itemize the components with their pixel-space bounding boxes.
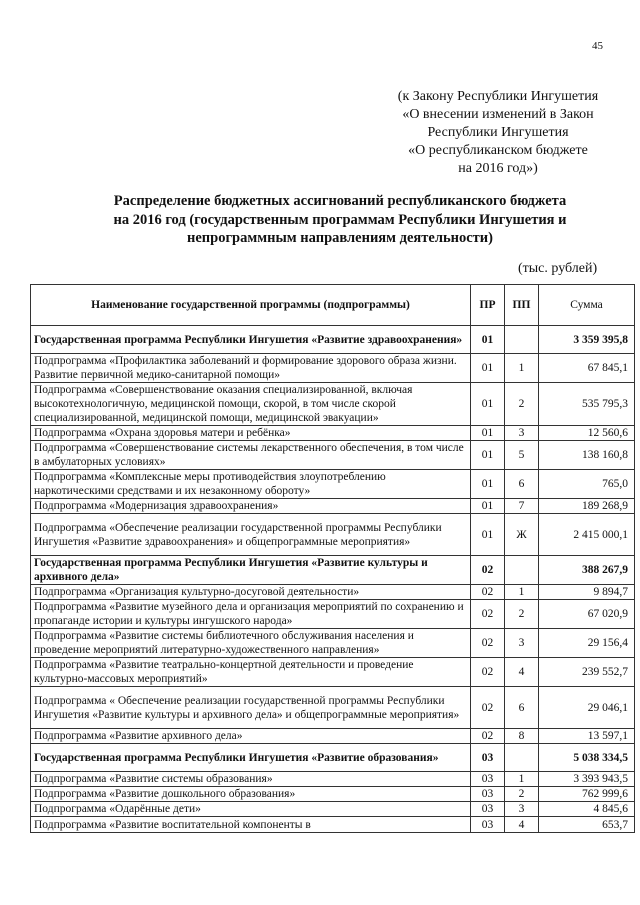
sum-cell: 3 393 943,5 <box>539 772 635 787</box>
table-header-row <box>31 285 635 326</box>
sum-cell: 765,0 <box>539 470 635 499</box>
subprogram-row <box>31 687 635 729</box>
subprogram-row <box>31 772 635 787</box>
program-name-cell: Подпрограмма «Развитие архивного дела» <box>31 729 471 744</box>
program-name-cell: Подпрограмма «Развитие системы образования» <box>31 772 471 787</box>
annex-line: «О внесении изменений в Закон <box>402 107 594 122</box>
pp-cell <box>505 326 539 354</box>
pp-cell: 1 <box>505 354 539 383</box>
sum-cell: 535 795,3 <box>539 383 635 426</box>
subprogram-row <box>31 629 635 658</box>
program-name-cell: Подпрограмма «Организация культурно-досуговой деятельности» <box>31 585 471 600</box>
title-line: на 2016 год (государственным программам Республики Ингушетия и <box>113 211 567 228</box>
program-name-cell: Подпрограмма «Развитие дошкольного образования» <box>31 787 471 802</box>
annex-line: (к Закону Республики Ингушетия <box>397 89 599 104</box>
pp-cell: 5 <box>505 441 539 470</box>
pr-cell: 01 <box>471 383 505 426</box>
pp-cell <box>505 744 539 772</box>
pr-cell: 02 <box>471 687 505 729</box>
subprogram-row <box>31 383 635 426</box>
annex-reference <box>368 88 628 178</box>
sum-cell: 4 845,6 <box>539 802 635 817</box>
sum-cell: 67 020,9 <box>539 600 635 629</box>
subprogram-row <box>31 600 635 629</box>
subprogram-row <box>31 658 635 687</box>
subprogram-row <box>31 514 635 556</box>
sum-cell: 5 038 334,5 <box>539 744 635 772</box>
pp-cell: 6 <box>505 470 539 499</box>
annex-line: «О республиканском бюджете <box>408 143 588 158</box>
sum-cell: 12 560,6 <box>539 426 635 441</box>
subprogram-row <box>31 470 635 499</box>
title-line: Распределение бюджетных ассигнований республиканского бюджета <box>113 193 567 209</box>
pp-cell: 2 <box>505 383 539 426</box>
pr-cell: 01 <box>471 499 505 514</box>
subprogram-row <box>31 787 635 802</box>
program-name-cell: Подпрограмма «Развитие воспитательной компоненты в <box>31 817 471 833</box>
pp-cell: 3 <box>505 802 539 817</box>
program-row <box>31 556 635 585</box>
pp-cell: 3 <box>505 629 539 658</box>
table-body <box>31 326 635 833</box>
program-name-cell: Подпрограмма «Развитие системы библиотечного обслуживания населения и проведение мероприятий литературно-художественного направления» <box>31 629 471 658</box>
program-name-cell: Подпрограмма « Обеспечение реализации государственной программы Республики Ингушетия «Развитие культуры и архивного дела» и общепрограммные мероприятия» <box>31 687 471 729</box>
subprogram-row <box>31 354 635 383</box>
pr-cell: 02 <box>471 729 505 744</box>
subprogram-row <box>31 817 635 833</box>
units-label: (тыс. рублей) <box>518 261 598 276</box>
annex-line: на 2016 год») <box>458 161 538 176</box>
page-number: 45 <box>592 40 603 52</box>
program-name-cell: Подпрограмма «Обеспечение реализации государственной программы Республики Ингушетия «Развитие здравоохранения» и общепрограммные мероприятия» <box>31 514 471 556</box>
program-name-cell: Государственная программа Республики Ингушетия «Развитие культуры и архивного дела» <box>31 556 471 585</box>
pp-cell: 1 <box>505 772 539 787</box>
pr-cell: 01 <box>471 426 505 441</box>
program-name-cell: Подпрограмма «Профилактика заболеваний и формирование здорового образа жизни. Развитие первичной медико-санитарной помощи» <box>31 354 471 383</box>
pp-cell: 7 <box>505 499 539 514</box>
pr-cell: 03 <box>471 817 505 833</box>
program-row <box>31 326 635 354</box>
sum-cell: 3 359 395,8 <box>539 326 635 354</box>
program-name-cell: Подпрограмма «Модернизация здравоохранения» <box>31 499 471 514</box>
program-name-cell: Подпрограмма «Охрана здоровья матери и ребёнка» <box>31 426 471 441</box>
sum-cell: 138 160,8 <box>539 441 635 470</box>
pr-cell: 03 <box>471 772 505 787</box>
pr-cell: 02 <box>471 585 505 600</box>
pr-cell: 03 <box>471 744 505 772</box>
subprogram-row <box>31 729 635 744</box>
pp-cell: 4 <box>505 658 539 687</box>
pr-cell: 03 <box>471 787 505 802</box>
pp-cell: 1 <box>505 585 539 600</box>
subprogram-row <box>31 499 635 514</box>
pr-cell: 01 <box>471 441 505 470</box>
pr-cell: 01 <box>471 470 505 499</box>
subprogram-row <box>31 441 635 470</box>
header-pp: ПП <box>505 285 539 326</box>
pr-cell: 02 <box>471 658 505 687</box>
program-name-cell: Подпрограмма «Совершенствование системы лекарственного обеспечения, в том числе в амбулаторных условиях» <box>31 441 471 470</box>
pp-cell: 2 <box>505 787 539 802</box>
program-name-cell: Подпрограмма «Совершенствование оказания специализированной, включая высокотехнологичную, медицинской помощи, скорой, в том числе скорой специализированной, медицинской помощи, медицинской эвакуации» <box>31 383 471 426</box>
sum-cell: 388 267,9 <box>539 556 635 585</box>
sum-cell: 9 894,7 <box>539 585 635 600</box>
program-name-cell: Подпрограмма «Развитие музейного дела и организация мероприятий по сохранению и пропаганде истории и культуры ингушского народа» <box>31 600 471 629</box>
pr-cell: 01 <box>471 326 505 354</box>
pp-cell: 3 <box>505 426 539 441</box>
pr-cell: 01 <box>471 514 505 556</box>
document-title <box>60 192 620 248</box>
header-pr: ПР <box>471 285 505 326</box>
program-name-cell: Государственная программа Республики Ингушетия «Развитие образования» <box>31 744 471 772</box>
subprogram-row <box>31 802 635 817</box>
program-name-cell: Государственная программа Республики Ингушетия «Развитие здравоохранения» <box>31 326 471 354</box>
sum-cell: 653,7 <box>539 817 635 833</box>
header-program-name: Наименование государственной программы (подпрограммы) <box>31 285 471 326</box>
pp-cell: 4 <box>505 817 539 833</box>
sum-cell: 29 156,4 <box>539 629 635 658</box>
pp-cell <box>505 556 539 585</box>
subprogram-row <box>31 585 635 600</box>
program-name-cell: Подпрограмма «Развитие театрально-концертной деятельности и проведение культурно-массовых мероприятий» <box>31 658 471 687</box>
sum-cell: 2 415 000,1 <box>539 514 635 556</box>
sum-cell: 67 845,1 <box>539 354 635 383</box>
sum-cell: 189 268,9 <box>539 499 635 514</box>
sum-cell: 762 999,6 <box>539 787 635 802</box>
pr-cell: 02 <box>471 556 505 585</box>
sum-cell: 29 046,1 <box>539 687 635 729</box>
title-line: непрограммным направлениям деятельности) <box>187 230 493 246</box>
subprogram-row <box>31 426 635 441</box>
sum-cell: 13 597,1 <box>539 729 635 744</box>
pp-cell: 6 <box>505 687 539 729</box>
program-name-cell: Подпрограмма «Одарённые дети» <box>31 802 471 817</box>
pp-cell: 2 <box>505 600 539 629</box>
program-name-cell: Подпрограмма «Комплексные меры противодействия злоупотреблению наркотическими средствами и их незаконному обороту» <box>31 470 471 499</box>
pr-cell: 02 <box>471 629 505 658</box>
pr-cell: 02 <box>471 600 505 629</box>
pr-cell: 03 <box>471 802 505 817</box>
budget-table <box>30 284 635 833</box>
pp-cell: Ж <box>505 514 539 556</box>
pr-cell: 01 <box>471 354 505 383</box>
sum-cell: 239 552,7 <box>539 658 635 687</box>
pp-cell: 8 <box>505 729 539 744</box>
program-row <box>31 744 635 772</box>
header-sum: Сумма <box>539 285 635 326</box>
annex-line: Республики Ингушетия <box>427 125 569 140</box>
